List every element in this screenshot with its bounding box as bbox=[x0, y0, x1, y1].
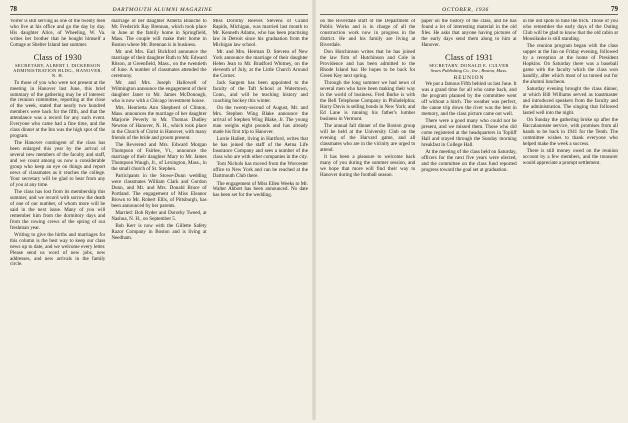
body-paragraph: Participants in the Stowe-Dunn wedding were classmates William Clark and Gordon Dunn, and Mr. and Mrs. Donald Bruce of Portland. The engagement of Miss Eleanor Brown to Mr. Robert Ellis, of Pittsburgh, has been announced by her parents. bbox=[111, 173, 207, 209]
left-running-head: DARTMOUTH ALUMNI MAGAZINE bbox=[112, 7, 213, 13]
body-paragraph: There is still money owed on the reunion account by a few members, and the treasurer would appreciate a prompt settlement. bbox=[522, 148, 618, 166]
text-column bbox=[421, 19, 516, 423]
body-paragraph: Married: Bob Ryder and Dorothy Tweed, at Nashua, N. H., on September 5. bbox=[111, 210, 207, 222]
body-paragraph: Mr. and Mrs. Earl Bickford announce the marriage of their daughter Ruth to Mr. Edward Ritson, at Greenfield, Mass., on the twentieth of June. A number of classmates attended the ceremony. bbox=[111, 49, 207, 79]
body-paragraph: At the meeting of the class held on Saturday, officers for the next five years were elected, and the committee on the class fund reported progress toward the goal set at graduation. bbox=[421, 149, 517, 174]
body-paragraph: Saturday evening brought the class dinner, at which Bill Williams served as toastmaster and introduced speakers from the faculty and the administration. The singing that followed lasted well into the night. bbox=[522, 85, 618, 116]
body-paragraph: The Reverend and Mrs. Edward Morgan Thompson of Fairlee, Vt., announce the marriage of their daughter Mary to Mr. James Thompson Waugh, Jr., of Lexington, Mass., in the small church of St. Stephen. bbox=[111, 142, 207, 172]
text-column bbox=[213, 19, 308, 423]
secretary-line: Sears Publishing Co., Inc., Boston, Mass. bbox=[430, 67, 508, 73]
left-page bbox=[0, 0, 314, 420]
body-paragraph: On the twenty-second of August, Mr. and Mrs. Stephen Wing Blake announce the arrival of Stephen Wing Blake, Jr. The young man weighs eight pounds and has already made his first trip to Hanover. bbox=[212, 105, 308, 135]
body-paragraph: We put a famous Fifth behind us last June. It was a grand time for all who came back, and the program planned by the committee went off without a hitch. The weather was perfect, the canoe trip down the river was the best in memory, and the class picture came out well. bbox=[421, 81, 517, 117]
body-paragraph: The annual fall dinner of the Boston group will be held at the University Club on the evening of the Harvard game, and all classmates who are in the vicinity are urged to attend. bbox=[320, 122, 416, 153]
right-page-header bbox=[320, 5, 618, 15]
body-paragraph: Tom Nichols has moved from the Worcester office to New York and can be reached at the Dartmouth Club there. bbox=[212, 161, 308, 180]
right-page-number: 79 bbox=[610, 5, 618, 13]
body-paragraph: Mr. and Mrs. Herman D. Stevens of New York announce the marriage of their daughter Helen Jean to Mr. Bradford Whitney, on the eleventh of July, at the Little Church Around the Corner. bbox=[212, 49, 308, 79]
secretary-line: SECRETARY, ALBERT I. DICKERSON bbox=[14, 62, 101, 68]
body-paragraph: paper on the history of the class, and he has found a lot of interesting material in the old files. He asks that anyone having pictures of the early days send them along to him at Hanover. bbox=[421, 19, 517, 48]
body-paragraph: Writing to give the births and marriages for this column is the best way to keep our class news up to date, and we welcome every letter. Please send us word of new jobs, new addresses, and new arrivals in the family circle. bbox=[10, 231, 106, 268]
text-column bbox=[111, 19, 206, 423]
body-paragraph: Through the long summer we had news of several men who have been making their way in the world of business. Fred Burke is with the Bell Telephone Company in Philadelphia; Harry Davis is selling bonds in New York; and Ed Lane is running his father's lumber business in Vermont. bbox=[320, 80, 416, 122]
body-paragraph: It has been a pleasure to welcome back many of you during the summer session, and we hope that more will find their way to Hanover during the football season. bbox=[320, 153, 416, 178]
body-paragraph: Don Hutchinson writes that he has joined the law firm of Hutchinson and Cole in Providence and has been admitted to the Rhode Island bar. He hopes to be back for Green Key next spring. bbox=[320, 49, 416, 79]
text-column bbox=[320, 19, 415, 423]
body-paragraph: marriage of her daughter Alberta Blanche to Mr. Frederick Ray Brennan, which took place in June at the family home in Springfield, Mass. The couple will make their home in Boston where Mr. Brennan is in business. bbox=[111, 19, 207, 48]
body-paragraph: in the old spots to tune the trick. Those of you who remember the early days of the Outing Club will be glad to know that the old cabin at Moosilauke is still standing. bbox=[522, 19, 618, 42]
body-paragraph: There were a good many who could not be present, and we missed them. Those who did come registered at the headquarters in Topliff Hall and stayed through the Sunday morning breakfast in College Hall. bbox=[421, 118, 517, 148]
body-paragraph: Vorrer is still serving as one of the twenty men who live at his office and go the day by day. His daughter Alice, of Wheeling, W. Va. writes her brother that he bought himself a Cottage at Shelter Island last summer. bbox=[10, 19, 106, 48]
body-paragraph: The engagement of Miss Ellen Weeks to Mr. Walter Abbott has been announced. No date has been set for the wedding. bbox=[212, 180, 308, 199]
text-column bbox=[523, 19, 618, 423]
left-page-header bbox=[10, 5, 308, 15]
class-heading: Class of 1931 bbox=[444, 51, 494, 62]
right-running-head: OCTOBER, 1936 bbox=[442, 7, 489, 13]
body-paragraph: The Hanover contingent of the class has been enlarged this year by the arrival of several new members of the faculty and staff, and we count among us now a considerable group who keep an eye on things and report news of classmates as it reaches the college. Your secretary will be glad to hear from any of you at any time. bbox=[10, 140, 106, 188]
body-paragraph: Mrs. Henrietta Ann Shepherd of Clinton, Mass. announces the marriage of her daughter Marjorie Peverly to Mr. Thomas Dudley Newton of Hanover, N. H., which took place in the Church of Christ in Hanover, with many friends of the bride and groom present. bbox=[111, 105, 207, 141]
body-paragraph: To those of you who were not present at the meeting in Hanover last June, this brief summary of the gathering may be of interest: the reunion committee, reporting at the close of the week, stated that nearly two hundred members were back for the fifth, and that the attendance was a record for any such event. Everyone who came had a fine time, and the class dinner at the Inn was the high spot of the program. bbox=[10, 79, 106, 139]
left-page-number: 78 bbox=[10, 5, 17, 13]
body-paragraph: Miss Dorothy Reeves Stevens of Grand Rapids, Michigan, was married last month to Mr. Kenneth Adams, who has been practising law in Detroit since his graduation from the Michigan law school. bbox=[212, 19, 308, 48]
class-heading: Class of 1930 bbox=[33, 51, 82, 62]
body-paragraph: Lorrie Hallett, living in Hartford, writes that he has joined the staff of the Aetna Life Insurance Company and sees a number of the class who are with other companies in the city. bbox=[212, 136, 308, 160]
section-subheading: REUNION bbox=[453, 75, 485, 82]
body-paragraph: on the Riverdale staff of the Department of Public Works and is in charge of all the construction work now in progress in the district. He and his family are living at Riverdale. bbox=[320, 19, 416, 48]
right-page bbox=[314, 0, 628, 420]
right-page-columns bbox=[320, 19, 618, 423]
secretary-line: ADMINISTRATION BLDG., HANOVER, N. H. bbox=[13, 67, 103, 79]
body-paragraph: Bob Kerr is now with the Gillette Safety Razor Company in Boston and is living at Needham. bbox=[111, 223, 207, 242]
body-paragraph: On Sunday the gathering broke up after the Baccalaureate service, with promises from all hands to be back in 1941 for the Tenth. The committee wishes to thank everyone who helped make the week a success. bbox=[522, 117, 618, 147]
left-page-columns bbox=[10, 19, 308, 423]
text-column bbox=[10, 19, 105, 423]
body-paragraph: Mr. and Mrs. Joseph Hallowell of Wilmington announce the engagement of their daughter Janet to Mr. James McDonough, who is now with a Chicago investment house. bbox=[111, 80, 207, 104]
secretary-line: SECRETARY, DONALD E. CULVER bbox=[429, 62, 509, 68]
body-paragraph: Jack Sargent has been appointed to the faculty of the Taft School at Watertown, Conn., and will be teaching history and coaching hockey this winter. bbox=[212, 80, 308, 104]
body-paragraph: The reunion program began with the class supper at the Inn on Friday evening, followed by a reception at the home of President Hopkins. On Saturday there was a baseball game with the faculty which the class won handily, after which most of us turned out for the alumni luncheon. bbox=[522, 43, 618, 85]
body-paragraph: The class has lost from its membership this summer, and we record with sorrow the death of one of our number, of whom more will be said in the next issue. Many of you will remember him from the dormitory days and from the rowing crews of the spring of our freshman year. bbox=[10, 189, 106, 231]
